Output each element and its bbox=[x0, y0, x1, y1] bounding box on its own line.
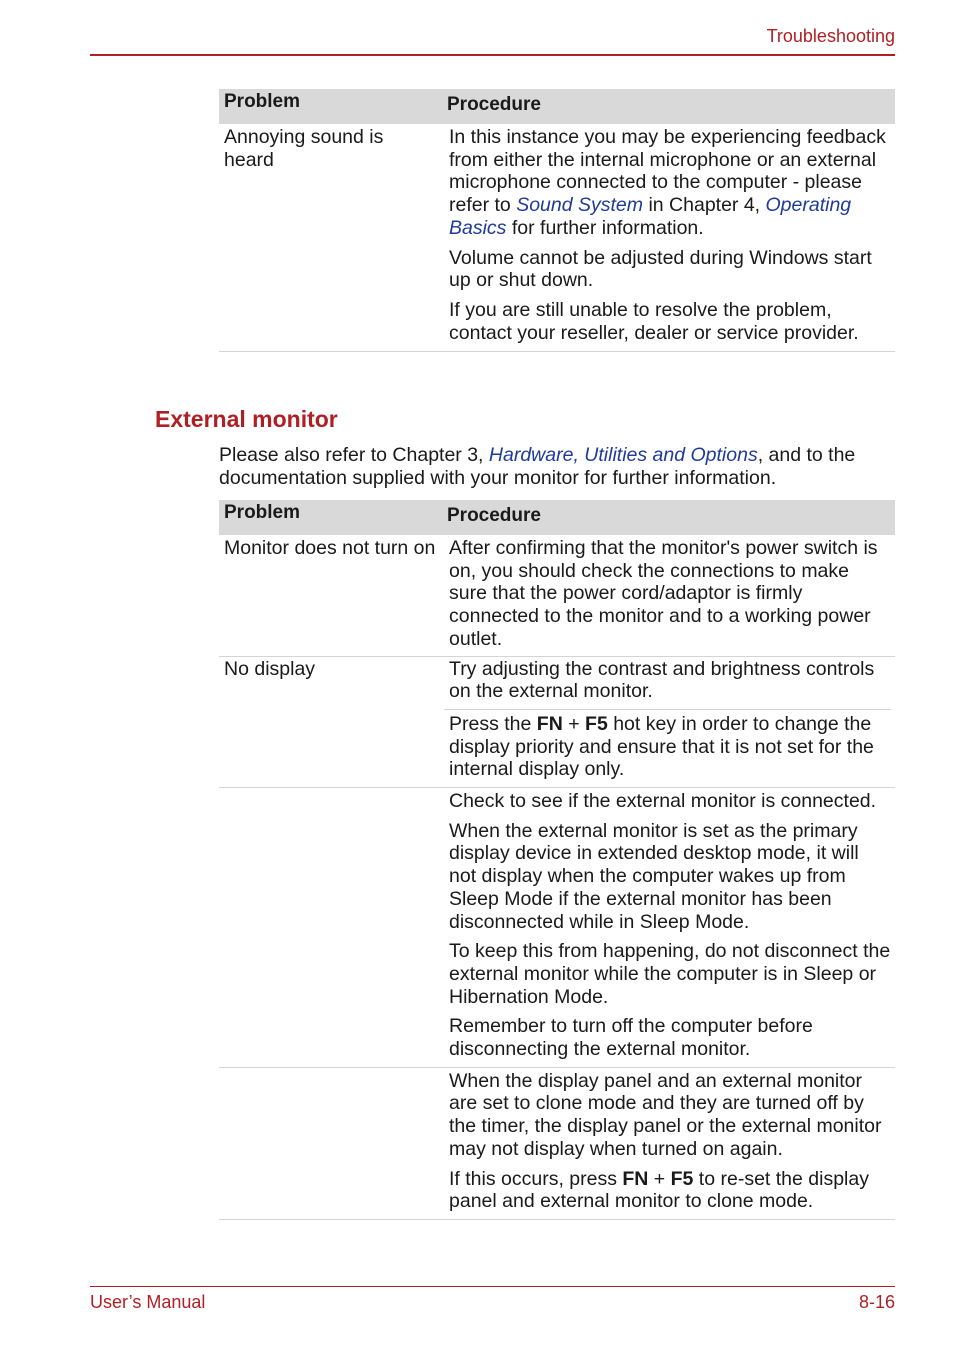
table-header-row bbox=[219, 89, 895, 124]
procedure-paragraph: Check to see if the external monitor is connected. bbox=[449, 790, 877, 813]
key-fn: FN bbox=[622, 1167, 649, 1190]
procedure-paragraph: When the display panel and an external monitor are set to clone mode and they are turned off by the timer, the display panel or the external monitor may not display when turned on again. bbox=[449, 1069, 882, 1160]
procedure-paragraph: To keep this from happening, do not disconnect the external monitor while the computer is in Sleep or Hibernation Mode. bbox=[449, 940, 891, 1008]
table-row bbox=[219, 124, 895, 351]
link-operating-basics[interactable]: Operating Basics bbox=[449, 194, 852, 239]
column-header-procedure: Procedure bbox=[447, 94, 541, 115]
key-fn: FN bbox=[536, 712, 563, 735]
procedure-cell bbox=[444, 790, 895, 1061]
procedure-paragraph: If this occurs, press FN + F5 to re-set the display panel and external monitor to clone mode. bbox=[449, 1167, 869, 1213]
header-rule bbox=[90, 54, 895, 56]
troubleshooting-table-sound bbox=[219, 89, 895, 352]
table-header-row bbox=[219, 500, 895, 535]
procedure-paragraph: After confirming that the monitor's power switch is on, you should check the connections to make sure that the power cord/adaptor is firmly connected to the monitor and to a working power outlet. bbox=[449, 537, 878, 650]
procedure-paragraph: Press the FN + F5 hot key in order to change the display priority and ensure that it is not set for the internal display only. bbox=[444, 709, 891, 781]
key-f5: F5 bbox=[670, 1167, 694, 1190]
procedure-cell bbox=[444, 657, 895, 782]
column-header-procedure: Procedure bbox=[447, 505, 541, 526]
page-number: 8-16 bbox=[858, 1292, 895, 1312]
column-header-problem: Problem bbox=[224, 91, 301, 112]
problem-cell: Monitor does not turn on bbox=[224, 537, 436, 559]
section-intro: Please also refer to Chapter 3, Hardware, Utilities and Options, and to the documentation supplied with your monitor for further information. bbox=[219, 444, 856, 489]
procedure-cell bbox=[444, 537, 895, 651]
link-sound-system[interactable]: Sound System bbox=[516, 194, 644, 217]
problem-cell bbox=[219, 1070, 444, 1213]
key-f5: F5 bbox=[585, 712, 608, 735]
table-row bbox=[219, 1067, 895, 1219]
link-hardware-utilities-options[interactable]: Hardware, Utilities and Options bbox=[488, 444, 758, 466]
section-title: External monitor bbox=[155, 406, 338, 432]
troubleshooting-table-external-monitor bbox=[219, 500, 895, 1220]
procedure-paragraph: Volume cannot be adjusted during Windows start up or shut down. bbox=[449, 246, 872, 292]
column-header-problem: Problem bbox=[224, 502, 301, 523]
table-bottom-rule bbox=[219, 1219, 895, 1220]
procedure-cell bbox=[444, 126, 895, 344]
table-row bbox=[219, 787, 895, 1067]
footer-manual-title: User’s Manual bbox=[90, 1292, 206, 1312]
problem-cell: No display bbox=[224, 657, 316, 680]
problem-cell bbox=[219, 790, 444, 1061]
procedure-paragraph: In this instance you may be experiencing feedback from either the internal microphone or an external microphone connected to the computer - please refer to Sound System in Chapter 4, Operating Basics for further information. bbox=[449, 126, 886, 239]
running-header: Troubleshooting bbox=[766, 26, 895, 46]
table-row bbox=[219, 656, 895, 788]
procedure-paragraph: If you are still unable to resolve the problem, contact your reseller, dealer or service provider. bbox=[449, 298, 859, 344]
procedure-paragraph: Try adjusting the contrast and brightness controls on the external monitor. bbox=[449, 657, 875, 703]
procedure-cell bbox=[444, 1070, 895, 1213]
procedure-paragraph: When the external monitor is set as the primary display device in extended desktop mode, it will not display when the computer wakes up from Sleep Mode if the external monitor has been disconnected while in Sleep Mode. bbox=[449, 819, 859, 933]
problem-cell: Annoying sound is heard bbox=[224, 126, 384, 171]
footer-rule bbox=[90, 1286, 895, 1287]
table-row bbox=[219, 535, 895, 656]
procedure-paragraph: Remember to turn off the computer before disconnecting the external monitor. bbox=[449, 1015, 813, 1061]
table-bottom-rule bbox=[219, 351, 895, 352]
